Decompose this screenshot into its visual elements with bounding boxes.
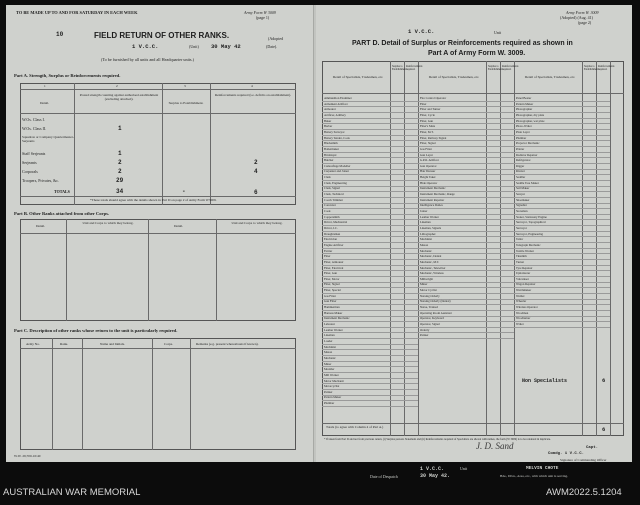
specialist-row-label: Pattern Maker — [324, 395, 342, 400]
part-c-header: Remarks (e.g. present whereabouts if known). — [196, 342, 259, 346]
col-header-detail-1: Detail of Specialists, Tradesmen, etc. — [332, 75, 384, 79]
row-rule — [322, 366, 418, 367]
row-rule — [322, 174, 418, 175]
specialist-row-label: Clerk, Engineering — [324, 180, 347, 185]
signature-unit: Comdg. 1 V.C.C. — [548, 452, 585, 456]
form-reference: Army Form W 3009 — [244, 10, 276, 15]
specialist-row-label: Orderly — [420, 327, 430, 332]
part-a-footnote: *These totals should agree with the details shown in Part D on page 2 of Army Form W3009. — [90, 198, 217, 202]
unit-label-2: Unit — [494, 30, 502, 35]
col-header-detail-2: Detail of Specialists, Tradesmen, etc. — [428, 75, 480, 79]
specialist-row-label: Instrument Repairer — [420, 197, 445, 202]
specialist-row-label: Instrument Mechanic — [420, 186, 446, 191]
specialist-row-label: Clerk, Technical — [324, 192, 344, 197]
form-number: 10 — [56, 31, 64, 38]
part-c-header: Army No. — [26, 342, 40, 346]
sub-header-reinforcements: Reinforcements required. — [502, 65, 519, 71]
row-strength: 2 — [118, 168, 122, 175]
specialist-row-label: Machinist — [420, 237, 432, 242]
specialist-row-label: Hide Operator — [420, 180, 438, 185]
row-label: Squadron or Company Quartermaster-Serjeants — [22, 135, 75, 143]
specialist-row-label: Loader — [324, 338, 333, 343]
specialist-row-label: Mechanic, Dental — [420, 254, 442, 259]
furnish-note: (To be furnished by all units and all Headquarter units.) — [101, 57, 194, 62]
specialist-row-label: Stoker, Stationary Engine — [516, 214, 547, 219]
row-rule — [418, 236, 514, 237]
specialist-row-label: Fitter, Gun — [324, 271, 338, 276]
specialist-row-label: Shoemaker — [516, 197, 530, 202]
row-rule — [322, 123, 418, 124]
row-rule — [322, 321, 418, 322]
specialist-row-label: Mechanic — [324, 355, 336, 360]
specialist-row-label: Mechanic — [420, 248, 432, 253]
row-rule — [322, 338, 418, 339]
specialist-row-label: Signaller — [516, 203, 527, 208]
sub-header-surplus: Surplus to Establishment. — [392, 65, 408, 71]
total-value: 6 — [602, 426, 606, 433]
row-label: W.Os. Class II. — [22, 126, 47, 131]
print-code: W.W. 29,700-10/40 — [14, 454, 41, 458]
specialist-row-label: Fire Control Operator — [420, 96, 447, 100]
specialist-row-label: Fitter — [324, 254, 331, 259]
specialist-row-label: Wheeler — [516, 299, 527, 304]
specialist-row-label: Lineman, Signals — [420, 225, 441, 230]
part-a-table — [20, 83, 296, 205]
row-rule — [418, 248, 514, 249]
part-b-title: Part B. Other Ranks attached from other Corps. — [14, 211, 110, 216]
specialist-row-label: Gas Fitter — [324, 293, 336, 298]
specialist-row-label: Fitter, Signal — [324, 282, 340, 287]
specialist-row-label: Surveyor, Topographical — [516, 220, 546, 225]
row-rule — [322, 293, 418, 294]
specialist-row-label: Textile Worker — [516, 248, 534, 253]
row-label: Corporals — [22, 169, 38, 174]
row-rule — [418, 282, 514, 283]
specialist-row-label: Driver, I.C. — [324, 225, 338, 230]
part-a-title: Part A. Strength, Surplus or Reinforcements required. — [14, 73, 121, 78]
row-rule — [514, 299, 610, 300]
specialist-row-label: Saddle Tree Maker — [516, 180, 539, 185]
specialist-row-label: Sawyer — [516, 192, 525, 197]
specialist-row-label: Tyre Repairer — [516, 265, 533, 270]
specialist-row-label: Electrician — [324, 237, 337, 242]
col-number-2: 2 — [116, 84, 118, 88]
specialist-row-label: Intelligence Duties — [420, 203, 443, 208]
specialist-row-label: Woodman — [516, 310, 529, 315]
row-rule — [322, 349, 418, 350]
part-c-header: Corps. — [164, 342, 173, 346]
row-rule — [322, 253, 418, 254]
specialist-row-label: Artificer, Artillery — [324, 112, 346, 117]
specialist-row-label: Wagon Repairer — [516, 282, 536, 287]
part-d-title: PART D. Detail of Surplus or Reinforcements required as shown in — [352, 40, 573, 47]
specialist-row-label: Engine Artificer — [324, 242, 344, 247]
specialist-row-label: Fitter, Armourer — [324, 259, 344, 264]
unit-value-2: 1 V.C.C. — [408, 28, 435, 35]
row-rule — [418, 332, 514, 333]
row-rule — [322, 208, 418, 209]
row-rule — [322, 106, 418, 107]
row-rule — [322, 389, 418, 390]
specialist-row-label: Fitter, Signal — [420, 141, 436, 146]
specialist-row-label: Joiner — [420, 209, 428, 213]
specialist-row-label: Butcher — [324, 158, 334, 163]
specialist-row-label: Gun Fitter — [324, 299, 337, 304]
specialist-row-label: Battery Tender, Cook — [324, 135, 350, 140]
part-b-header: Detail. — [36, 224, 46, 228]
specialist-row-label: Photographer — [516, 107, 533, 112]
specialist-row-label: Instrument Mechanic, Range — [420, 192, 455, 197]
specialist-row-label: Gun Operator — [420, 163, 437, 168]
totals-label: TOTALS — [54, 189, 70, 194]
specialist-row-label: Plumber — [516, 135, 527, 140]
row-rule — [418, 242, 514, 243]
row-rule — [418, 146, 514, 147]
specialist-row-label: Photographer, wet plate — [516, 118, 545, 123]
specialist-row-label: Motor Mechanic — [324, 378, 345, 383]
specialist-row-label: Boilermaker — [324, 146, 339, 151]
specialist-row-label: Draughtsman — [324, 231, 341, 236]
row-rule — [514, 225, 610, 226]
unit-value-3: 1 V.C.C. — [420, 466, 445, 472]
specialist-row-label: Operator, Keyboard — [420, 316, 444, 321]
part-c-title: Part C. Description of other ranks whose return to the unit is particularly required. — [14, 328, 178, 333]
row-rule — [322, 118, 418, 119]
adopted-note: (Adopted — [268, 36, 284, 41]
specialist-row-label: Ammunition Examiner — [324, 96, 352, 100]
col-number-4: 4 — [251, 84, 253, 88]
sub-header-surplus: Surplus to Establishment. — [584, 65, 600, 71]
despatch-date: 30 May 42. — [420, 473, 451, 479]
part-b-header: Unit and Corps to which they belong. — [231, 221, 283, 225]
row-rule — [322, 355, 418, 356]
specialist-row-label: Woodturner — [516, 316, 531, 321]
specialist-row-label: Motor Cyclist — [420, 288, 437, 293]
specialist-row-label: Leather Worker — [324, 327, 343, 332]
specialist-row-label: Writer — [516, 322, 524, 326]
row-rule — [514, 310, 610, 311]
specialist-row-label: Fitter — [420, 101, 427, 106]
specialist-row-label: Farrier — [324, 248, 333, 253]
specialist-row-label: Armourer — [324, 107, 336, 112]
specialist-row-label: Fitter, Railway Signal — [420, 135, 447, 140]
specialist-row-label: Surveyor — [516, 225, 527, 230]
row-label: W.Os. Class I. — [22, 117, 45, 122]
specialist-row-label: Barber — [324, 124, 333, 129]
row-strength: 1 — [118, 125, 122, 132]
specialist-row-label: Lithographer — [420, 231, 436, 236]
form-page-1 — [6, 5, 316, 462]
specialist-row-label: Plate Layer — [516, 129, 530, 134]
row-rule — [322, 203, 418, 204]
specialist-row-label: Cook — [324, 209, 331, 213]
specialist-row-label: Mechanic, Telewriter — [420, 265, 446, 270]
row-rule — [322, 332, 418, 333]
specialist-row-label: Carpenter and Joiner — [324, 169, 349, 174]
commanding-officer-signature: J. D. Sand — [476, 441, 514, 451]
date-value: 30 May 42 — [211, 43, 241, 50]
total-surplus: - — [182, 188, 186, 195]
caption-right: AWM2022.5.1204 — [546, 487, 622, 498]
specialist-row-label: Projector Mechanic — [516, 141, 540, 146]
part-c-header: Rank. — [60, 342, 69, 346]
row-rule — [322, 361, 418, 362]
specialist-row-label: Panel Beater — [516, 96, 532, 100]
sub-header-reinforcements: Reinforcements required. — [406, 65, 423, 71]
form-title: FIELD RETURN OF OTHER RANKS. — [94, 31, 230, 40]
page-reference-2: (page 2) — [578, 20, 592, 25]
specialist-row-label: Surveyor, Engineering — [516, 231, 544, 236]
specialist-row-label: Saddler — [516, 175, 526, 180]
col-header-detail: Detail. — [40, 101, 50, 105]
part-c-table — [20, 338, 296, 450]
specialist-row-label: Photo-Writer — [516, 124, 532, 129]
top-note: TO BE MADE UP TO AND FOR SATURDAY IN EACH WEEK — [16, 10, 138, 15]
specialist-row-label: Blacksmith — [324, 141, 338, 146]
specialist-row-label: Vulcaniser — [516, 276, 529, 281]
specialist-row-label: Telegraph Mechanic — [516, 242, 541, 247]
row-rule — [514, 321, 610, 322]
bottom-note: * If taken from Part D and not from previous return, (i) Surplus persons Statement and (ii) Reinforcements required of Specialists are shown with names, the form (W 3009) is to be rendered in duplicate. — [324, 438, 551, 441]
agree-note: Totals (to agree with Column 4 of Part A.) — [326, 425, 384, 429]
specialist-row-label: Painter — [420, 333, 429, 338]
specialist-row-label: Welder — [516, 293, 525, 298]
specialist-row-label: Fitter and Turner — [420, 107, 441, 112]
specialist-row-label: Plumber — [324, 401, 335, 406]
row-rule — [418, 101, 514, 102]
specialist-row-label: Hair Dresser — [420, 169, 436, 174]
row-rule — [514, 327, 610, 328]
row-rule — [514, 253, 610, 254]
sub-header-reinforcements: Reinforcements required. — [598, 65, 615, 71]
specialist-row-label: Painter — [324, 389, 333, 394]
row-rule — [514, 293, 610, 294]
specialist-row-label: Camouflage Modeller — [324, 163, 351, 168]
specialist-row-label: Lineman — [324, 333, 335, 338]
specialist-row-label: Armament Artificer — [324, 101, 348, 106]
specialist-row-label: Baker — [324, 118, 332, 123]
specialist-row-label: G.P.O. Artificer — [420, 158, 439, 163]
col-header-strength: Posted strength counting against authorised establishment (excluding attached). — [79, 93, 159, 101]
specialist-row-label: Coppersmith — [324, 214, 340, 219]
specialist-row-label: Operating Room Assistant — [420, 310, 452, 315]
specialist-row-label: Driver, Mechanical — [324, 220, 348, 225]
specialist-row-label: Fitter, Special — [324, 288, 341, 293]
specialist-row-label: Nursing Orderly — [420, 293, 440, 298]
row-rule — [418, 327, 514, 328]
specialist-row-label: Wireless Operator — [516, 305, 538, 310]
specialist-row-label: Refrigerator — [516, 158, 531, 163]
specialist-row-label: Radiator Repairer — [516, 152, 538, 157]
specialist-row-label: Fitter, Gun — [420, 118, 434, 123]
part-c-header: Name and Initials. — [100, 342, 125, 346]
specialist-row-label: Rigger — [516, 163, 525, 168]
specialist-row-label: Upholsterer — [516, 271, 531, 276]
row-rule — [514, 146, 610, 147]
specialist-row-label: Miner — [420, 282, 428, 287]
col-header-reinforcements: Reinforcements required (i.e. deficits on establishment). — [214, 93, 292, 97]
specialist-row-label: Fitter's Mate — [420, 124, 436, 129]
specialist-row-label: Mechanic, Wireless — [420, 271, 444, 276]
specialist-row-label: Fitter, Motor — [324, 276, 340, 281]
row-rule — [514, 174, 610, 175]
specialist-row-label: Moulder — [324, 367, 335, 372]
specialist-row-label: Coach Trimmer — [324, 197, 343, 202]
specialist-row-label: Mechanic, M.T. — [420, 259, 440, 264]
specialist-row-label: Sail Maker — [516, 186, 530, 191]
part-b-table — [20, 219, 296, 321]
date-label: (Date). — [266, 44, 278, 49]
specialist-row-label: Storeman — [516, 209, 528, 213]
row-rule — [322, 400, 418, 401]
non-specialists-value: 6 — [602, 377, 606, 384]
part-b-header: Detail. — [174, 224, 184, 228]
specialist-row-label: Gun Layer — [420, 152, 433, 157]
signature-label: Signature of Commanding Officer — [560, 458, 607, 462]
row-reinforcements: 4 — [254, 168, 258, 175]
row-rule — [322, 406, 418, 407]
specialist-row-label: Photographer, dry plate — [516, 112, 545, 117]
row-strength: 1 — [118, 150, 122, 157]
page-reference: (page 1) — [256, 15, 270, 20]
row-label: Troopers, Privates, &c. — [22, 178, 60, 183]
row-rule — [514, 135, 610, 136]
row-rule — [514, 191, 610, 192]
specialist-row-label: Motorcyclist — [324, 384, 340, 389]
specialist-row-label: Gas Fitter — [420, 146, 432, 151]
signer-name: MELVIN CHOTE — [526, 466, 559, 471]
specialist-row-label: Turner — [516, 259, 525, 264]
specialist-row-label: Fitter, Cycle — [420, 112, 435, 117]
specialist-row-label: Instrument Mechanic — [324, 316, 350, 321]
specialist-row-label: Riveter — [516, 169, 525, 174]
specialist-row-label: Battery Surveyor — [324, 129, 345, 134]
specialist-row-label: Machinist — [324, 344, 336, 349]
specialist-row-label: Bricklayer — [324, 152, 337, 157]
row-strength: 2 — [118, 159, 122, 166]
specialist-row-label: Fitter, Electrical — [324, 265, 344, 270]
specialist-row-label: Mill Worker — [324, 372, 339, 377]
specialist-row-label: Tinsmith — [516, 254, 527, 259]
specialist-row-label: Operator, Signal — [420, 322, 440, 326]
specialist-row-label: Mason — [324, 350, 333, 355]
specialist-row-label: Concreter — [324, 203, 336, 208]
specialist-row-label: Nurse, Trained — [420, 305, 438, 310]
row-rule — [514, 259, 610, 260]
row-rule — [514, 169, 610, 170]
unit-label: (Unit) — [189, 44, 199, 49]
row-rule — [418, 338, 514, 339]
signature-rank: Capt. — [586, 446, 599, 450]
sub-header-surplus: Surplus to Establishment. — [488, 65, 504, 71]
despatch-label: Date of Despatch — [370, 474, 398, 479]
part-d-title-2: Part A of Army Form W. 3009. — [428, 50, 526, 57]
specialist-row-label: Pattern Maker — [516, 101, 534, 106]
specialist-row-label: Labourer — [324, 322, 335, 326]
row-rule — [514, 208, 610, 209]
signer-note: Bde., Divn., Area, etc., with which unit is serving. — [500, 474, 568, 478]
row-label: Staff Serjeants — [22, 151, 46, 156]
specialist-row-label: Clerk, Signal — [324, 186, 340, 191]
specialist-row-label: Millwright — [420, 276, 434, 281]
unit-label-3: Unit — [460, 466, 468, 471]
specialist-row-label: Lineman — [420, 220, 431, 225]
row-rule — [514, 236, 610, 237]
specialist-row-label: Leather Worker — [420, 214, 439, 219]
form-page-2 — [316, 5, 632, 462]
specialist-row-label: Miner — [324, 361, 332, 366]
specialist-row-label: Fitter, M.T. — [420, 129, 434, 134]
row-strength: 29 — [116, 177, 124, 184]
row-reinforcements: 2 — [254, 159, 258, 166]
unit-value: 1 V.C.C. — [132, 43, 159, 50]
row-rule — [322, 344, 418, 345]
col-header-detail-3: Detail of Specialists, Tradesmen, etc. — [524, 75, 576, 79]
total-strength: 34 — [116, 188, 124, 195]
specialist-row-label: Height Taker — [420, 175, 436, 180]
total-reinforcements: 6 — [254, 189, 258, 196]
specialist-row-label: Harness Maker — [324, 310, 343, 315]
row-rule — [514, 163, 610, 164]
row-rule — [418, 208, 514, 209]
row-rule — [418, 219, 514, 220]
specialist-row-label: Clerk — [324, 175, 331, 180]
row-rule — [322, 248, 418, 249]
adopted-note-2: (Adopted) (Aug. 41) — [560, 15, 593, 20]
specialist-row-label: Nursing Orderly (Dental) — [420, 299, 451, 304]
caption-left: AUSTRALIAN WAR MEMORIAL — [3, 487, 141, 498]
part-b-header: Unit and Corps to which they belong. — [82, 221, 134, 225]
col-header-surplus: Surplus to Establishment. — [168, 101, 204, 105]
row-rule — [322, 157, 418, 158]
non-specialists-label: Non Specialists — [522, 378, 568, 384]
col-number-3: 3 — [184, 84, 186, 88]
specialist-row-label: Hammerman — [324, 305, 340, 310]
specialist-row-label: Mason — [420, 242, 429, 247]
specialist-row-label: Printer — [516, 146, 525, 151]
col-number-1: 1 — [44, 84, 46, 88]
row-rule — [514, 203, 610, 204]
form-reference-2: Army Form W. 3009 — [566, 10, 599, 15]
specialist-row-label: Watchmaker — [516, 288, 532, 293]
specialist-row-label: Tailor — [516, 237, 524, 242]
row-label: Serjeants — [22, 160, 37, 165]
